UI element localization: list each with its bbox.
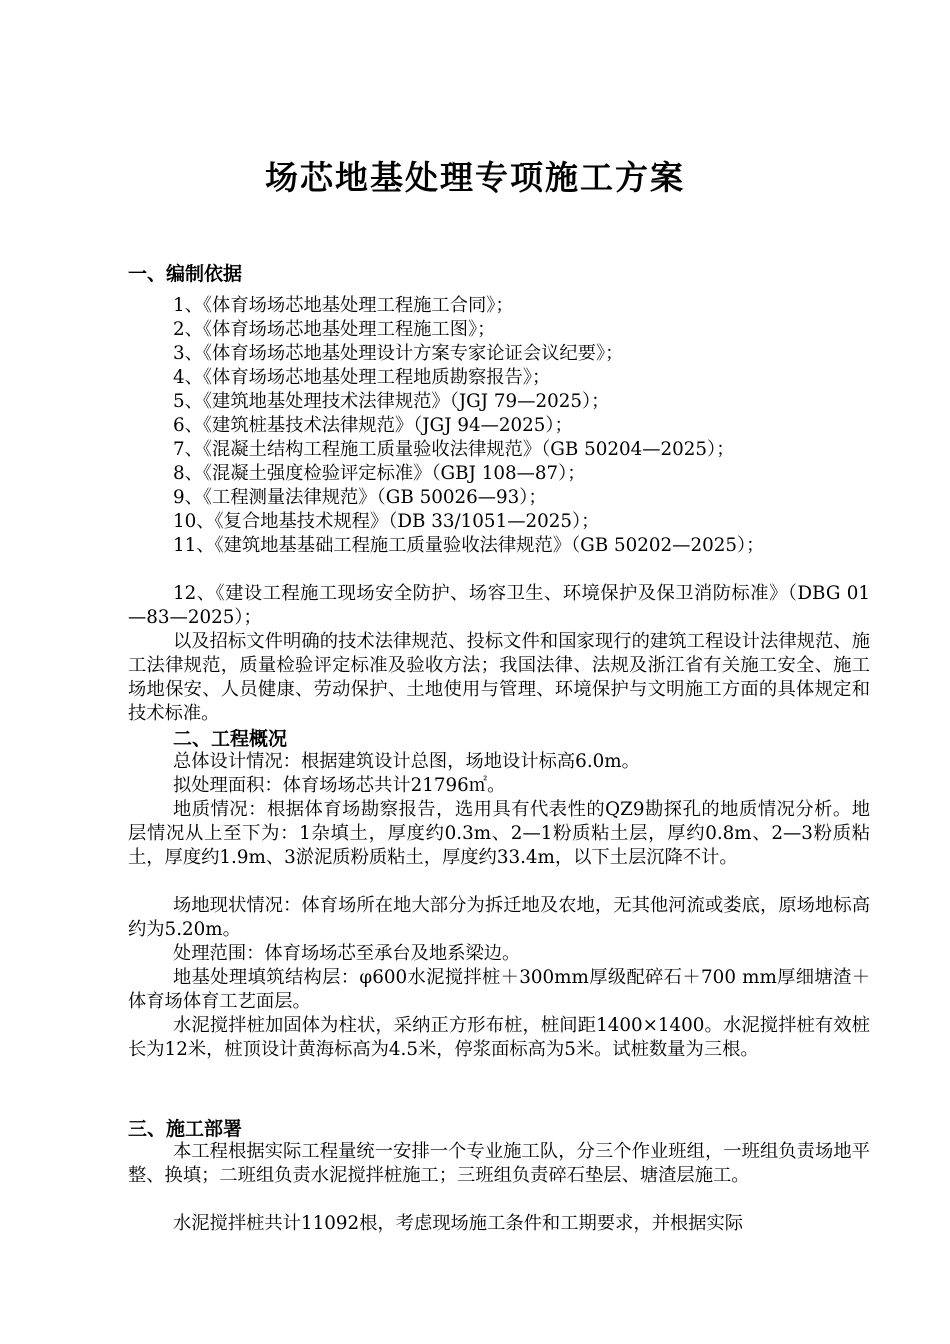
basis-item: 5、《建筑地基处理技术法律规范》（JGJ 79—2025）；: [173, 391, 610, 412]
basis-item: 10、《复合地基技术规程》（DB 33/1051—2025）；: [173, 511, 600, 532]
overview-pile: 水泥搅拌桩加固体为柱状，采纳正方形布桩，桩间距1400×1400。水泥搅拌桩有效桩长为12米，桩顶设计黄海标高为4.5米，停浆面标高为5米。试桩数量为三根。: [128, 1015, 870, 1060]
basis-item: 7、《混凝土结构工程施工质量验收法律规范》（GB 50204—2025）；: [173, 439, 735, 460]
overview-structure: 地基处理填筑结构层：φ600水泥搅拌桩＋300mm厚级配碎石＋700 mm厚细塘渣＋体育场体育工艺面层。: [128, 967, 870, 1012]
overview-geology: 地质情况：根据体育场勘察报告，选用具有代表性的QZ9勘探孔的地质情况分析。地层情况从上至下为：1杂填土，厚度约0.3m、2—1粉质粘土层，厚约0.8m、2—3粉质粘土，厚度约1.9m、3淤泥质粉质粘土，厚度约33.4m，以下土层沉降不计。: [128, 799, 870, 868]
basis-item: 1、《体育场场芯地基处理工程施工合同》；: [173, 295, 514, 316]
overview-design: 总体设计情况：根据建筑设计总图，场地设计标高6.0m。: [173, 751, 640, 772]
basis-item: 8、《混凝土强度检验评定标准》（GBJ 108—87）；: [173, 463, 586, 484]
section-heading-basis: 一、编制依据: [128, 263, 243, 285]
basis-other-paragraph: 以及招标文件明确的技术法律规范、投标文件和国家现行的建筑工程设计法律规范、施工法律规范，质量检验评定标准及验收方法；我国法律、法规及浙江省有关施工安全、施工场地保安、人员健康、劳动保护、土地使用与管理、环境保护与文明施工方面的具体规定和技术标准。: [128, 631, 870, 724]
overview-scope: 处理范围：体育场场芯至承台及地系梁边。: [173, 943, 521, 964]
basis-item: 6、《建筑桩基技术法律规范》（JGJ 94—2025）；: [173, 415, 573, 436]
deploy-piles: 水泥搅拌桩共计11092根，考虑现场施工条件和工期要求，并根据实际: [173, 1213, 744, 1234]
overview-site: 场地现状情况：体育场所在地大部分为拆迁地及农地，无其他河流或娄底，原场地标高约为5.20m。: [128, 895, 870, 940]
document-title: 场芯地基处理专项施工方案: [265, 158, 685, 197]
section-heading-deploy: 三、施工部署: [128, 1118, 243, 1140]
basis-item-12: 12、《建设工程施工现场安全防护、场容卫生、环境保护及保卫消防标准》（DBG 01—83—2025）；: [128, 583, 870, 628]
section-heading-overview: 二、工程概况: [173, 728, 288, 750]
deploy-team: 本工程根据实际工程量统一安排一个专业施工队，分三个作业班组，一班组负责场地平整、换填；二班组负责水泥搅拌桩施工；三班组负责碎石垫层、塘渣层施工。: [128, 1141, 870, 1186]
basis-item: 4、《体育场场芯地基处理工程地质勘察报告》；: [173, 367, 551, 388]
basis-item: 3、《体育场场芯地基处理设计方案专家论证会议纪要》；: [173, 343, 624, 364]
basis-item-11: 11、《建筑地基基础工程施工质量验收法律规范》（GB 50202—2025）；: [173, 535, 765, 556]
basis-item: 9、《工程测量法律规范》（GB 50026—93）；: [173, 487, 547, 508]
basis-item: 2、《体育场场芯地基处理工程施工图》；: [173, 319, 496, 340]
overview-area: 拟处理面积：体育场场芯共计21796㎡。: [173, 775, 506, 796]
